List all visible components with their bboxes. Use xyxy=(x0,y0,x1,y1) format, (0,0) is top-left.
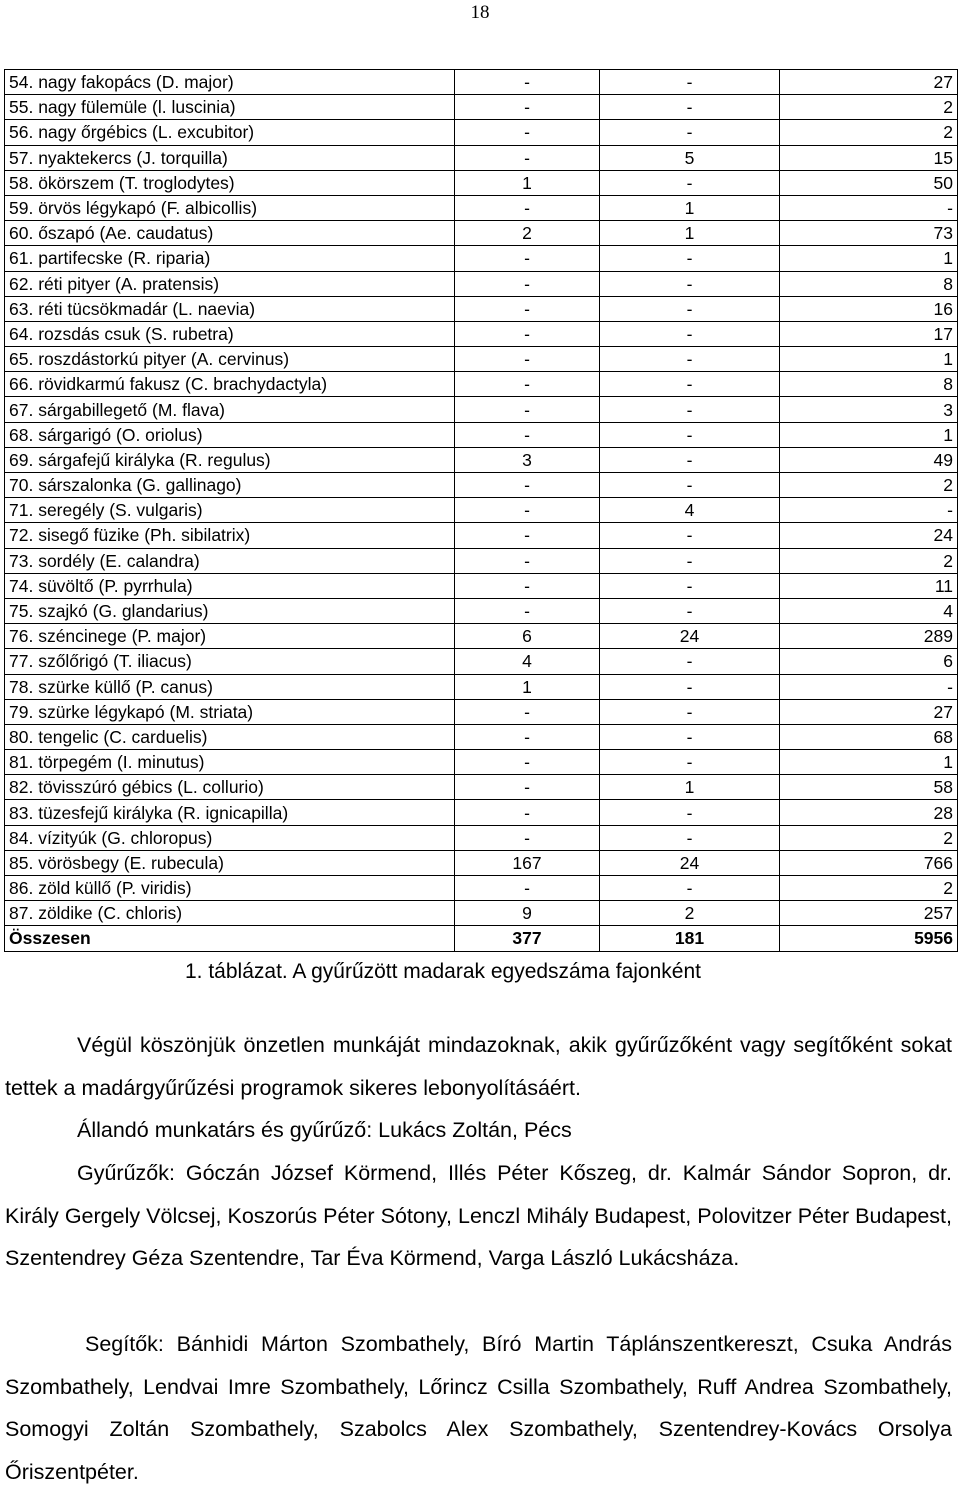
table-row xyxy=(5,724,958,749)
count-cell-3: 50 xyxy=(780,170,958,195)
count-cell-3: 2 xyxy=(780,548,958,573)
count-cell-1: - xyxy=(455,271,600,296)
count-cell-2: - xyxy=(600,422,780,447)
table-row xyxy=(5,498,958,523)
count-cell-1: 2 xyxy=(455,221,600,246)
table-row xyxy=(5,271,958,296)
count-cell-2: - xyxy=(600,649,780,674)
table-row xyxy=(5,473,958,498)
species-cell: 59. örvös légykapó (F. albicollis) xyxy=(5,195,455,220)
count-cell-3: 1 xyxy=(780,750,958,775)
count-cell-3: 11 xyxy=(780,573,958,598)
count-cell-1: - xyxy=(455,876,600,901)
species-cell: 71. seregély (S. vulgaris) xyxy=(5,498,455,523)
count-cell-3: 28 xyxy=(780,800,958,825)
count-cell-2: - xyxy=(600,397,780,422)
species-cell: 63. réti tücsökmadár (L. naevia) xyxy=(5,296,455,321)
count-cell-2: - xyxy=(600,473,780,498)
count-cell-2: - xyxy=(600,876,780,901)
table-row xyxy=(5,674,958,699)
species-cell: 70. sárszalonka (G. gallinago) xyxy=(5,473,455,498)
table-row xyxy=(5,901,958,926)
count-cell-3: 17 xyxy=(780,321,958,346)
ringers-paragraph xyxy=(5,1152,952,1280)
count-cell-2: 1 xyxy=(600,195,780,220)
count-cell-3: - xyxy=(780,498,958,523)
helpers-paragraph xyxy=(5,1323,952,1493)
acknowledgement-paragraph xyxy=(5,1024,952,1109)
species-cell: 54. nagy fakopács (D. major) xyxy=(5,70,455,95)
count-cell-2: - xyxy=(600,120,780,145)
table-row xyxy=(5,750,958,775)
count-cell-1: - xyxy=(455,70,600,95)
count-cell-1: - xyxy=(455,195,600,220)
species-cell: 75. szajkó (G. glandarius) xyxy=(5,598,455,623)
count-cell-1: - xyxy=(455,523,600,548)
count-cell-1: - xyxy=(455,321,600,346)
species-cell: 74. süvöltő (P. pyrrhula) xyxy=(5,573,455,598)
table-body xyxy=(5,70,958,952)
count-cell-2: - xyxy=(600,321,780,346)
species-cell: 66. rövidkarmú fakusz (C. brachydactyla) xyxy=(5,372,455,397)
count-cell-2: 24 xyxy=(600,624,780,649)
count-cell-3: 2 xyxy=(780,473,958,498)
table-row xyxy=(5,800,958,825)
count-cell-2: 1 xyxy=(600,221,780,246)
count-cell-2: - xyxy=(600,95,780,120)
count-cell-3: 3 xyxy=(780,397,958,422)
table-row xyxy=(5,850,958,875)
acknowledgement-text: Végül köszönjük önzetlen munkáját mindazoknak, akik gyűrűzőként vagy segítőként sokat tettek a madárgyűrűzési programok sikeres lebonyolításáért. xyxy=(5,1033,952,1100)
species-cell: 77. szőlőrigó (T. iliacus) xyxy=(5,649,455,674)
table-row xyxy=(5,624,958,649)
count-cell-2: - xyxy=(600,598,780,623)
count-cell-3: 289 xyxy=(780,624,958,649)
count-cell-2: 1 xyxy=(600,775,780,800)
count-cell-1: 1 xyxy=(455,674,600,699)
count-cell-3: 1 xyxy=(780,246,958,271)
species-cell: 85. vörösbegy (E. rubecula) xyxy=(5,850,455,875)
count-cell-3: 8 xyxy=(780,271,958,296)
count-cell-3: 16 xyxy=(780,296,958,321)
count-cell-1: - xyxy=(455,246,600,271)
count-cell-1: - xyxy=(455,372,600,397)
table-row xyxy=(5,221,958,246)
species-cell: 58. ökörszem (T. troglodytes) xyxy=(5,170,455,195)
table-row xyxy=(5,825,958,850)
count-cell-2: - xyxy=(600,296,780,321)
count-cell-3: 8 xyxy=(780,372,958,397)
total-row xyxy=(5,926,958,951)
page-number: 18 xyxy=(470,2,490,23)
count-cell-2: - xyxy=(600,548,780,573)
count-cell-2: 5 xyxy=(600,145,780,170)
count-cell-1: - xyxy=(455,548,600,573)
count-cell-3: 2 xyxy=(780,95,958,120)
count-cell-3: 27 xyxy=(780,70,958,95)
count-cell-2: 24 xyxy=(600,850,780,875)
table-row xyxy=(5,699,958,724)
count-cell-3: 6 xyxy=(780,649,958,674)
count-cell-2: - xyxy=(600,271,780,296)
count-cell-3: 68 xyxy=(780,724,958,749)
species-cell: 73. sordély (E. calandra) xyxy=(5,548,455,573)
count-cell-3: 49 xyxy=(780,447,958,472)
count-cell-3: 2 xyxy=(780,876,958,901)
count-cell-1: - xyxy=(455,724,600,749)
count-cell-3: 766 xyxy=(780,850,958,875)
count-cell-3: 2 xyxy=(780,825,958,850)
table-row xyxy=(5,246,958,271)
count-cell-1: - xyxy=(455,800,600,825)
species-cell: 55. nagy fülemüle (l. luscinia) xyxy=(5,95,455,120)
species-cell: 80. tengelic (C. carduelis) xyxy=(5,724,455,749)
table-row xyxy=(5,95,958,120)
count-cell-1: 167 xyxy=(455,850,600,875)
species-cell: 61. partifecske (R. riparia) xyxy=(5,246,455,271)
count-cell-2: - xyxy=(600,523,780,548)
species-cell: 65. roszdástorkú pityer (A. cervinus) xyxy=(5,347,455,372)
count-cell-2: 4 xyxy=(600,498,780,523)
count-cell-1: - xyxy=(455,573,600,598)
count-cell-1: - xyxy=(455,750,600,775)
table-row xyxy=(5,70,958,95)
count-cell-1: - xyxy=(455,498,600,523)
count-cell-3: 4 xyxy=(780,598,958,623)
count-cell-1: 9 xyxy=(455,901,600,926)
count-cell-3: - xyxy=(780,674,958,699)
count-cell-3: 24 xyxy=(780,523,958,548)
count-cell-2: - xyxy=(600,372,780,397)
table-row xyxy=(5,523,958,548)
count-cell-1: - xyxy=(455,397,600,422)
count-cell-3: 73 xyxy=(780,221,958,246)
species-cell: 87. zöldike (C. chloris) xyxy=(5,901,455,926)
count-cell-2: - xyxy=(600,699,780,724)
count-cell-1: 4 xyxy=(455,649,600,674)
count-cell-2: - xyxy=(600,573,780,598)
count-cell-1: - xyxy=(455,825,600,850)
count-cell-2: - xyxy=(600,347,780,372)
count-cell-2: - xyxy=(600,70,780,95)
species-cell: 76. széncinege (P. major) xyxy=(5,624,455,649)
count-cell-2: - xyxy=(600,170,780,195)
species-cell: 72. sisegő füzike (Ph. sibilatrix) xyxy=(5,523,455,548)
table-row xyxy=(5,120,958,145)
count-cell-2: - xyxy=(600,750,780,775)
count-cell-1: - xyxy=(455,347,600,372)
count-cell-1: 1 xyxy=(455,170,600,195)
ringers-text: Gyűrűzők: Góczán József Körmend, Illés Péter Kőszeg, dr. Kalmár Sándor Sopron, dr. Király Gergely Völcsej, Koszorús Péter Sótony, Lenczl Mihály Budapest, Polovitzer Péter Budapest, Szentendrey Géza Szentendre, Tar Éva Körmend, Varga László Lukácsháza. xyxy=(5,1161,952,1271)
species-cell: 84. vízityúk (G. chloropus) xyxy=(5,825,455,850)
count-cell-1: - xyxy=(455,422,600,447)
staff-paragraph xyxy=(5,1109,952,1152)
bird-count-table xyxy=(4,69,958,952)
count-cell-3: 1 xyxy=(780,347,958,372)
table-row xyxy=(5,296,958,321)
count-cell-3: 5956 xyxy=(780,926,958,951)
count-cell-2: 2 xyxy=(600,901,780,926)
count-cell-2: - xyxy=(600,246,780,271)
species-cell: 83. tüzesfejű királyka (R. ignicapilla) xyxy=(5,800,455,825)
staff-text: Állandó munkatárs és gyűrűző: Lukács Zoltán, Pécs xyxy=(77,1118,572,1142)
species-cell: 57. nyaktekercs (J. torquilla) xyxy=(5,145,455,170)
table-row xyxy=(5,195,958,220)
table-caption: 1. táblázat. A gyűrűzött madarak egyedszáma fajonként xyxy=(185,960,701,983)
count-cell-1: - xyxy=(455,775,600,800)
count-cell-3: 2 xyxy=(780,120,958,145)
count-cell-1: - xyxy=(455,699,600,724)
count-cell-1: 377 xyxy=(455,926,600,951)
count-cell-2: - xyxy=(600,724,780,749)
species-cell: 60. őszapó (Ae. caudatus) xyxy=(5,221,455,246)
table-row xyxy=(5,422,958,447)
table-row xyxy=(5,321,958,346)
count-cell-1: - xyxy=(455,95,600,120)
table-row xyxy=(5,649,958,674)
species-cell: 64. rozsdás csuk (S. rubetra) xyxy=(5,321,455,346)
count-cell-1: 3 xyxy=(455,447,600,472)
count-cell-3: 15 xyxy=(780,145,958,170)
table-row xyxy=(5,573,958,598)
count-cell-1: - xyxy=(455,145,600,170)
species-cell: Összesen xyxy=(5,926,455,951)
species-cell: 79. szürke légykapó (M. striata) xyxy=(5,699,455,724)
count-cell-1: - xyxy=(455,473,600,498)
table-row xyxy=(5,397,958,422)
table-row xyxy=(5,447,958,472)
table-row xyxy=(5,598,958,623)
count-cell-1: 6 xyxy=(455,624,600,649)
count-cell-2: - xyxy=(600,674,780,699)
count-cell-3: 58 xyxy=(780,775,958,800)
count-cell-1: - xyxy=(455,598,600,623)
count-cell-1: - xyxy=(455,120,600,145)
species-cell: 67. sárgabillegető (M. flava) xyxy=(5,397,455,422)
species-cell: 56. nagy őrgébics (L. excubitor) xyxy=(5,120,455,145)
species-cell: 69. sárgafejű királyka (R. regulus) xyxy=(5,447,455,472)
table-row xyxy=(5,347,958,372)
table-row xyxy=(5,775,958,800)
count-cell-3: 1 xyxy=(780,422,958,447)
count-cell-2: 181 xyxy=(600,926,780,951)
species-cell: 68. sárgarigó (O. oriolus) xyxy=(5,422,455,447)
helpers-text: Segítők: Bánhidi Márton Szombathely, Bíró Martin Táplánszentkereszt, Csuka András Szombathely, Lendvai Imre Szombathely, Lőrincz Csilla Szombathely, Ruff Andrea Szombathely, Somogyi Zoltán Szombathely, Szabolcs Alex Szombathely, Szentendrey-Kovács Orsolya Őriszentpéter. xyxy=(5,1332,952,1484)
count-cell-3: 257 xyxy=(780,901,958,926)
table-row xyxy=(5,372,958,397)
species-cell: 81. törpegém (I. minutus) xyxy=(5,750,455,775)
table-row xyxy=(5,170,958,195)
species-cell: 62. réti pityer (A. pratensis) xyxy=(5,271,455,296)
species-cell: 86. zöld küllő (P. viridis) xyxy=(5,876,455,901)
table-row xyxy=(5,145,958,170)
count-cell-3: - xyxy=(780,195,958,220)
count-cell-2: - xyxy=(600,800,780,825)
table-row xyxy=(5,876,958,901)
count-cell-2: - xyxy=(600,447,780,472)
table-row xyxy=(5,548,958,573)
count-cell-3: 27 xyxy=(780,699,958,724)
count-cell-2: - xyxy=(600,825,780,850)
count-cell-1: - xyxy=(455,296,600,321)
species-cell: 78. szürke küllő (P. canus) xyxy=(5,674,455,699)
species-cell: 82. tövisszúró gébics (L. collurio) xyxy=(5,775,455,800)
